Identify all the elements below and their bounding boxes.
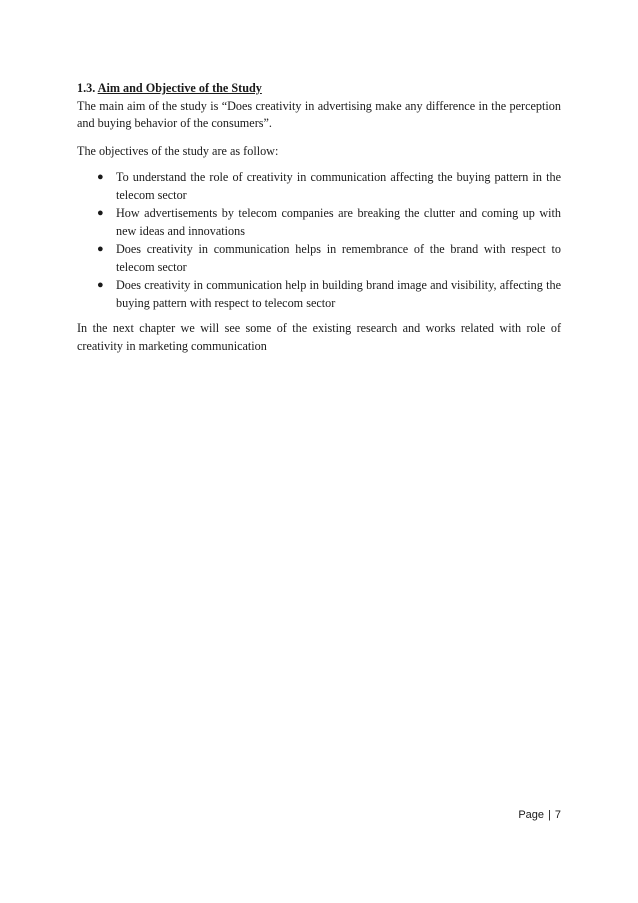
section-title: Aim and Objective of the Study xyxy=(97,81,262,95)
page-content xyxy=(77,80,561,355)
next-chapter-paragraph: In the next chapter we will see some of the existing research and works related with role of creativity in marketing communication xyxy=(77,321,561,353)
list-item xyxy=(77,169,561,204)
bullet-icon: ● xyxy=(97,243,104,255)
bullet-icon: ● xyxy=(97,171,104,183)
page-separator: | xyxy=(548,809,551,821)
objective-text: Does creativity in communication helps in remembrance of the brand with respect to telecom sector xyxy=(116,242,561,274)
objective-text: To understand the role of creativity in communication affecting the buying pattern in the telecom sector xyxy=(116,170,561,202)
section-number: 1.3. xyxy=(77,81,96,95)
page-number: 7 xyxy=(554,809,561,821)
bullet-icon: ● xyxy=(97,207,104,219)
bullet-icon: ● xyxy=(97,279,104,291)
objective-text: Does creativity in communication help in building brand image and visibility, affecting the buying pattern with respect to telecom sector xyxy=(116,278,561,310)
section-heading xyxy=(77,80,561,98)
objectives-list xyxy=(77,169,561,312)
list-item xyxy=(77,241,561,276)
aim-paragraph: The main aim of the study is “Does creativity in advertising make any difference in the perception and buying behavior of the consumers”. xyxy=(77,98,561,130)
page-footer xyxy=(0,809,561,821)
page-label: Page xyxy=(518,809,545,821)
objectives-intro: The objectives of the study are as follow: xyxy=(77,143,279,158)
list-item xyxy=(77,277,561,312)
objective-text: How advertisements by telecom companies are breaking the clutter and coming up with new ideas and innovations xyxy=(116,206,561,238)
list-item xyxy=(77,205,561,240)
